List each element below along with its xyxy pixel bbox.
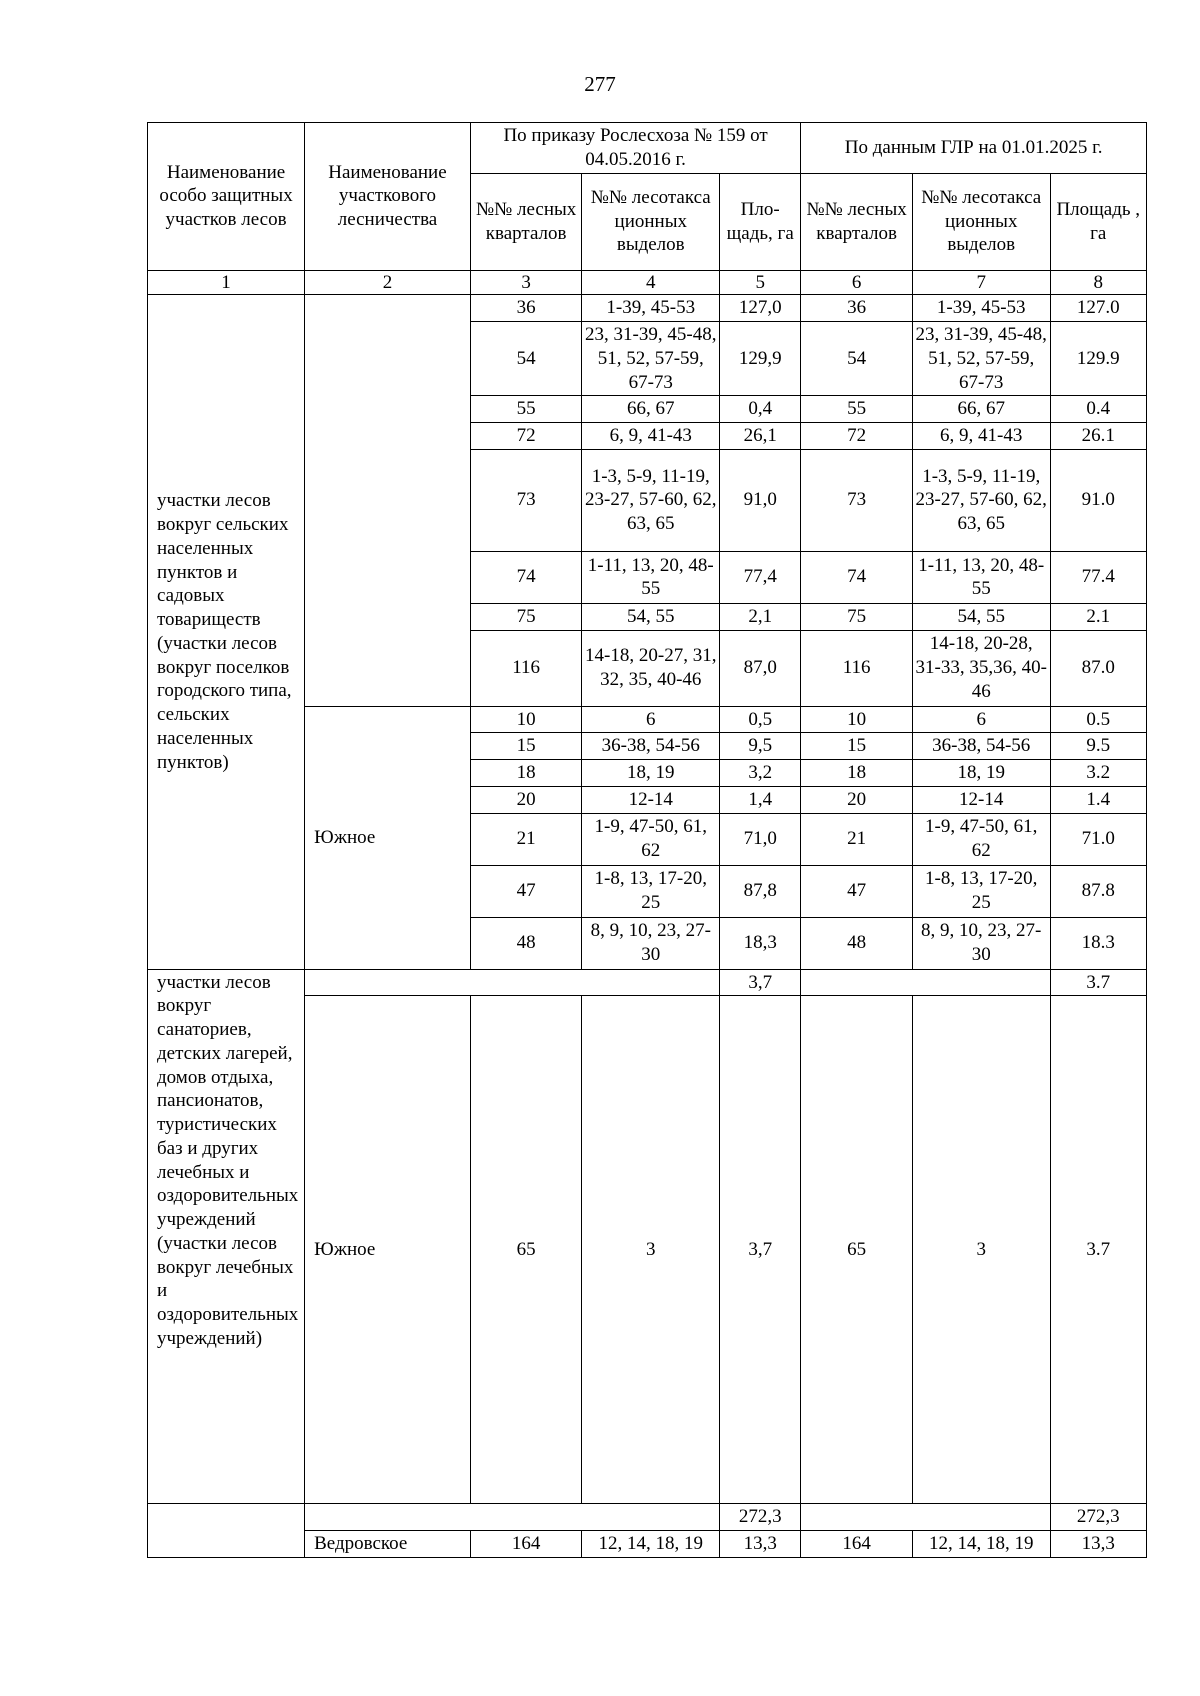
kvartal-b: 15 [801,733,913,760]
vydely-b: 1-9, 47-50, 61, 62 [912,813,1050,865]
kvartal-b: 116 [801,630,913,706]
kvartal-b: 65 [801,996,913,1504]
forest-areas-table [147,122,1147,1558]
kvartal-b: 164 [801,1531,913,1558]
area-a: 9,5 [720,733,801,760]
kvartal-b: 10 [801,706,913,733]
kvartal-b: 36 [801,295,913,322]
vydely-b: 12, 14, 18, 19 [912,1531,1050,1558]
header-lesnichestvo: Наименование участкового лесничества [305,123,471,271]
vydely-b: 1-39, 45-53 [912,295,1050,322]
vydely-a: 1-3, 5-9, 11-19, 23-27, 57-60, 62, 63, 65 [582,449,720,551]
kvartal-a: 21 [470,813,582,865]
kvartal-b: 48 [801,917,913,969]
vydely-a: 54, 55 [582,603,720,630]
area-a: 129,9 [720,322,801,396]
kvartal-a: 164 [470,1531,582,1558]
area-b: 18.3 [1050,917,1146,969]
category-cell-empty [148,1504,305,1558]
header-area-b: Площадь , га [1050,173,1146,270]
kvartal-b: 21 [801,813,913,865]
subtotal-blank [305,1504,720,1531]
vydely-b: 66, 67 [912,396,1050,423]
vydely-a: 12-14 [582,786,720,813]
vydely-a: 8, 9, 10, 23, 27-30 [582,917,720,969]
vydely-b: 3 [912,996,1050,1504]
kvartal-a: 74 [470,551,582,603]
vydely-b: 36-38, 54-56 [912,733,1050,760]
kvartal-a: 54 [470,322,582,396]
category-cell: участки лесов вокруг сельских населенных пунктов и садовых товариществ (участки лесов вокруг поселков городского типа, сельских населенных пунктов) [148,295,305,969]
vydely-a: 3 [582,996,720,1504]
kvartal-a: 36 [470,295,582,322]
header-group-order: По приказу Рослесхоза № 159 от 04.05.2016 г. [470,123,800,174]
kvartal-b: 18 [801,760,913,787]
area-b: 13,3 [1050,1531,1146,1558]
header-kvartals-b: №№ лесных кварталов [801,173,913,270]
area-a: 13,3 [720,1531,801,1558]
area-b: 91.0 [1050,449,1146,551]
col-number: 2 [305,270,471,295]
kvartal-b: 55 [801,396,913,423]
vydely-b: 12-14 [912,786,1050,813]
kvartal-a: 10 [470,706,582,733]
col-number: 4 [582,270,720,295]
vydely-b: 1-11, 13, 20, 48-55 [912,551,1050,603]
vydely-b: 6, 9, 41-43 [912,423,1050,450]
area-b: 127.0 [1050,295,1146,322]
area-a: 3,2 [720,760,801,787]
subtotal-area-a: 272,3 [720,1504,801,1531]
kvartal-a: 55 [470,396,582,423]
area-b: 129.9 [1050,322,1146,396]
header-category: Наименование особо защитных участков лесов [148,123,305,271]
vydely-a: 12, 14, 18, 19 [582,1531,720,1558]
header-vydely-b: №№ лесотакса ционных выделов [912,173,1050,270]
vydely-b: 1-3, 5-9, 11-19, 23-27, 57-60, 62, 63, 65 [912,449,1050,551]
area-a: 0,4 [720,396,801,423]
area-a: 71,0 [720,813,801,865]
header-kvartals-a: №№ лесных кварталов [470,173,582,270]
area-b: 0.4 [1050,396,1146,423]
col-number: 3 [470,270,582,295]
area-a: 87,8 [720,865,801,917]
kvartal-a: 75 [470,603,582,630]
col-number: 5 [720,270,801,295]
area-b: 9.5 [1050,733,1146,760]
kvartal-a: 73 [470,449,582,551]
vydely-b: 8, 9, 10, 23, 27-30 [912,917,1050,969]
kvartal-a: 48 [470,917,582,969]
category-cell: участки лесов вокруг санаториев, детских лагерей, домов отдыха, пансионатов, туристических баз и других лечебных и оздоровительных учреждений (участки лесов вокруг лечебных и оздоровительных учреждений) [148,969,305,1504]
area-b: 26.1 [1050,423,1146,450]
vydely-a: 6 [582,706,720,733]
area-b: 87.0 [1050,630,1146,706]
vydely-a: 23, 31-39, 45-48, 51, 52, 57-59, 67-73 [582,322,720,396]
kvartal-b: 74 [801,551,913,603]
area-b: 71.0 [1050,813,1146,865]
lesnichestvo-cell-empty [305,295,471,706]
kvartal-b: 72 [801,423,913,450]
area-b: 0.5 [1050,706,1146,733]
vydely-b: 1-8, 13, 17-20, 25 [912,865,1050,917]
area-b: 3.2 [1050,760,1146,787]
lesnichestvo-cell: Южное [305,706,471,969]
subtotal-blank [305,969,720,996]
page-number: 277 [584,72,616,96]
area-a: 127,0 [720,295,801,322]
kvartal-b: 20 [801,786,913,813]
lesnichestvo-cell: Ведровское [305,1531,471,1558]
subtotal-area-a: 3,7 [720,969,801,996]
col-number: 6 [801,270,913,295]
vydely-b: 23, 31-39, 45-48, 51, 52, 57-59, 67-73 [912,322,1050,396]
kvartal-b: 75 [801,603,913,630]
area-a: 2,1 [720,603,801,630]
area-a: 77,4 [720,551,801,603]
area-b: 87.8 [1050,865,1146,917]
header-group-glr: По данным ГЛР на 01.01.2025 г. [801,123,1147,174]
area-a: 87,0 [720,630,801,706]
vydely-a: 66, 67 [582,396,720,423]
kvartal-a: 18 [470,760,582,787]
kvartal-a: 65 [470,996,582,1504]
kvartal-b: 54 [801,322,913,396]
kvartal-b: 73 [801,449,913,551]
vydely-a: 1-9, 47-50, 61, 62 [582,813,720,865]
vydely-a: 6, 9, 41-43 [582,423,720,450]
kvartal-a: 116 [470,630,582,706]
header-vydely-a: №№ лесотакса ционных выделов [582,173,720,270]
kvartal-a: 47 [470,865,582,917]
kvartal-a: 72 [470,423,582,450]
subtotal-area-b: 3.7 [1050,969,1146,996]
area-a: 3,7 [720,996,801,1504]
area-b: 1.4 [1050,786,1146,813]
vydely-b: 6 [912,706,1050,733]
subtotal-area-b: 272,3 [1050,1504,1146,1531]
kvartal-b: 47 [801,865,913,917]
col-number: 8 [1050,270,1146,295]
kvartal-a: 20 [470,786,582,813]
subtotal-blank [801,1504,1050,1531]
vydely-a: 1-39, 45-53 [582,295,720,322]
area-a: 26,1 [720,423,801,450]
area-b: 3.7 [1050,996,1146,1504]
vydely-b: 14-18, 20-28, 31-33, 35,36, 40-46 [912,630,1050,706]
area-b: 2.1 [1050,603,1146,630]
kvartal-a: 15 [470,733,582,760]
vydely-a: 1-11, 13, 20, 48-55 [582,551,720,603]
vydely-b: 54, 55 [912,603,1050,630]
area-a: 1,4 [720,786,801,813]
area-a: 91,0 [720,449,801,551]
vydely-a: 1-8, 13, 17-20, 25 [582,865,720,917]
lesnichestvo-cell: Южное [305,996,471,1504]
vydely-a: 36-38, 54-56 [582,733,720,760]
vydely-a: 14-18, 20-27, 31, 32, 35, 40-46 [582,630,720,706]
area-b: 77.4 [1050,551,1146,603]
vydely-a: 18, 19 [582,760,720,787]
subtotal-blank [801,969,1050,996]
col-number: 1 [148,270,305,295]
vydely-b: 18, 19 [912,760,1050,787]
header-area-a: Пло-щадь, га [720,173,801,270]
area-a: 0,5 [720,706,801,733]
col-number: 7 [912,270,1050,295]
area-a: 18,3 [720,917,801,969]
